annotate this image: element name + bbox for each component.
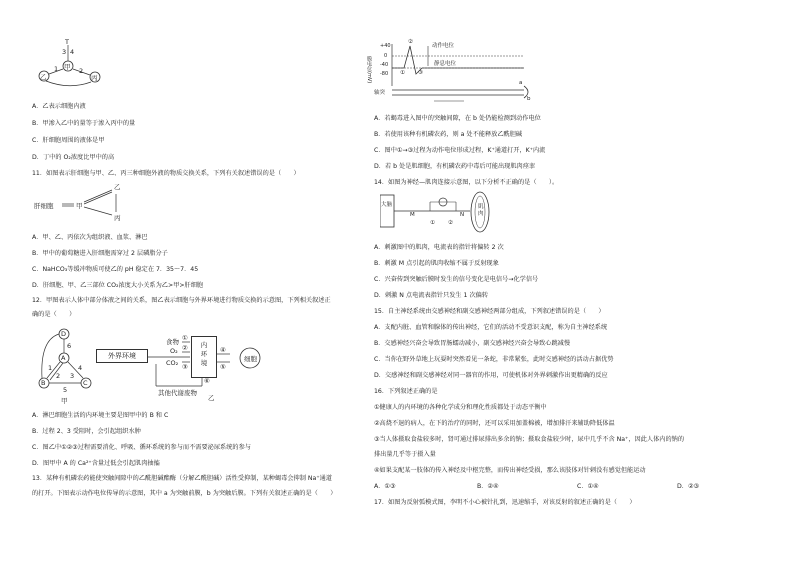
q12-cell-label: 细胞 [244,355,257,363]
fig-num-3: 3 [62,48,67,56]
q16-item-1: ①健康人的内环境的各种化学成分和理化性质都处于动态平衡中 [374,404,547,411]
q15-option-a: A．支配内脏、血管和腺体的传出神经，它们的活动不受意识支配，称为自主神经系统 [374,324,608,331]
q13-axon-label: 轴突 [374,90,386,96]
q14-brain-label: 大脑 [381,202,393,208]
q12-inner-env-text: 内环境 [200,341,208,367]
fig-num-1: 1 [54,65,59,73]
q13-circ-1: ① [400,70,405,76]
q16-option-c: C．①④ [577,483,599,490]
q14-option-a: A．刺激图中的肌肉，电流表的指针将偏转 2 次 [374,244,504,251]
q12-stem-line2: 确的是（ ） [32,311,76,318]
q10-figure [34,40,114,90]
q12-option-b: B．过程 2、3 受阻时，会引起组织水肿 [32,428,141,435]
q11-cell-label: 肝细胞 [34,202,54,210]
q13-b-label: b [527,96,531,102]
q15-stem: 15．自主神经系统由交感神经和副交感神经两部分组成，下列叙述错误的是（ ） [374,308,605,315]
q11-figure [34,182,144,224]
q10-option-b: B．甲渗入乙中的量等于渗入丙中的量 [32,120,136,127]
q11-option-d: D．肝细胞、甲、乙三部位 CO₂浓度大小关系为乙>甲>肝细胞 [32,282,204,289]
q13-figure [366,39,534,104]
q17-stem: 17．如图为反射弧模式图，李明不小心被针扎到，迅速缩手，对该反射的叙述正确的是（ ） [374,499,636,506]
q13-tick-0: 0 [384,53,388,59]
q16-option-a: A．①③ [374,483,396,490]
fig-label-t: T [65,38,69,46]
q13-tick-m80: -80 [380,71,389,77]
q12-option-a: A．淋巴细胞生活的内环境主要是图甲中的 B 和 C [32,412,169,419]
q12-option-c: C．图乙中①②③过程需要消化、呼吸、循环系统的参与而不需要泌尿系统的参与 [32,444,251,451]
q16-item-4: ④如果支配某一肢体的传入神经及中枢完整，而传出神经受损，那么该肢体对针刺没有感觉但能运动 [374,467,646,474]
q12-num-5: 5 [63,386,68,394]
q12-circ-1: ① [182,334,188,342]
q12-num-4: 4 [78,364,83,372]
q14-option-c: C．兴奋传到突触后膜时发生的信号变化是电信号→化学信号 [374,276,539,283]
q12-num-3: 3 [70,372,75,380]
q13-option-a: A．若蝎毒进入图中的突触间隙，在 b 处仍能检测到动作电位 [374,115,541,122]
q10-option-d: D．丁中的 O₂浓度比甲中的高 [32,154,115,161]
q12-node-c: C [83,379,88,387]
q14-circ-1: ① [430,220,435,226]
q13-a-label: a [519,80,523,86]
q16-item-2: ②高烧不退的病人，在下的治疗的同时，还可以采用加盖棉被，增加排汗来辅助降低体温 [374,420,615,427]
q12-food-label: 食物 [166,338,179,346]
fig-label-jia: 甲 [64,63,71,71]
q12-co2-label: CO₂ [166,359,179,367]
q11-option-a: A．甲、乙、丙依次为组织液、血浆、淋巴 [32,234,148,241]
q12-node-a: A [61,354,66,362]
q14-muscle-label: 肌肉 [478,204,484,217]
q10-option-a: A．乙表示细胞内液 [32,103,86,110]
q14-option-d: D．刺激 N 点电流表指针只发生 1 次偏转 [374,292,489,299]
q13-stem-line1: 13．某种有机磷农药能使突触间隙中的乙酰胆碱酯酶（分解乙酰胆碱）活性受抑制，某种蝎毒会抑制 Na⁺通道 [32,475,332,482]
q13-action-label: 动作电位 [432,43,455,49]
q13-tick-m40: -40 [380,62,389,68]
fig-label-yi: 乙 [40,73,47,81]
fig-num-4: 4 [70,48,75,56]
q16-option-d: D．②③ [677,483,700,490]
q12-circ-6: ⑥ [204,377,210,385]
q12-outer-env-box: 外界环境 [96,349,148,363]
q11-stem: 11．如图表示肝细胞与甲、乙、丙三种细胞外液的物质交换关系，下列有关叙述错误的是（ ） [32,170,300,177]
q12-circ-5: ⑤ [220,363,226,371]
q12-circ-2: ② [182,344,188,352]
fig-label-bing: 丙 [91,74,98,82]
q12-node-b: B [41,379,46,387]
q14-option-b: B．刺激 M 点引起的肌肉收缩不属于反射现象 [374,260,499,267]
q12-stem-line1: 12．甲图表示人体中部分体液之间的关系，图乙表示细胞与外界环境进行物质交换的示意图，下列相关叙述正 [32,297,331,304]
q12-caption-yi: 乙 [208,394,215,402]
q16-item-3: ③当人体摄取食盐较多时，肾可通过排尿排出多余的钠；摄取食盐较少时，尿中几乎不含 Na⁺，因此人体内的钠的 [374,436,685,443]
q12-waste-label: 其他代谢废物 [158,389,197,397]
q12-figure-yi [96,334,276,404]
q13-option-d: D．若 b 处是肌细胞，有机磷农药中毒后可能出现肌肉痉挛 [374,163,536,170]
q13-ylabel: 膜电位(mV) [366,56,372,84]
q11-bing-label: 丙 [114,214,121,222]
q11-option-c: C．NaHCO₃等缓冲物质可使乙的 pH 稳定在 7．35～7．45 [32,266,199,273]
q14-stem: 14．如图为神经—肌肉连接示意图，以下分析不正确的是（ ）。 [374,179,559,186]
q12-option-d: D．图甲中 A 的 Ca²⁺含量过低会引起肌肉抽搐 [32,460,160,467]
q13-option-c: C．图中①→③过程为动作电位形成过程，K⁺通道打开，K⁺内流 [374,147,546,154]
q11-option-b: B．甲中的葡萄糖进入肝细胞需穿过 2 层磷脂分子 [32,250,168,257]
q13-tick-40: +40 [380,43,391,49]
q15-option-c: C．当你在野外草地上玩耍时突然看见一条蛇，非常紧张，此时交感神经的活动占据优势 [374,356,614,363]
q13-circ-2: ② [408,39,413,45]
q16-stem: 16．下列叙述正确的是 [374,388,438,395]
q14-figure [380,190,500,240]
q14-m-label: M [410,212,415,218]
q16-item-3-cont: 排出量几乎等于摄入量 [374,451,436,458]
q16-option-b: B．②④ [477,483,499,490]
q12-circ-3: ③ [182,363,188,371]
q14-circ-2: ② [448,220,453,226]
q11-jia-label: 甲 [76,202,83,210]
q12-o2-label: O₂ [170,347,178,355]
q12-num-6: 6 [67,342,72,350]
q13-option-b: B．若使用该种有机磷农药，则 a 处不能释放乙酰胆碱 [374,131,523,138]
q13-resting-label: 静息电位 [434,61,457,67]
q12-num-1: 1 [48,364,53,372]
q11-yi-label: 乙 [114,183,121,191]
q12-inner-env-box [191,336,217,378]
q15-option-b: B．交感神经兴奋会导致胃肠蠕动减小，副交感神经兴奋会导致心跳减慢 [374,340,571,347]
q13-figure-svg [374,40,534,104]
fig-num-2: 2 [79,67,84,75]
q12-node-d: D [61,330,67,338]
q12-circ-4: ④ [220,346,226,354]
q13-stem-line2: 的打开。下图表示动作电位传导的示意图，其中 a 为突触前膜，b 为突触后膜。下列有关叙述正确的是（ ） [32,490,337,497]
q13-circ-3: ③ [418,70,423,76]
q14-n-label: N [460,212,465,218]
q15-option-d: D．交感神经和副交感神经对同一器官的作用，可使机体对外界刺激作出更精确的反应 [374,372,608,379]
q12-caption-jia: 甲 [61,397,68,405]
q10-option-c: C．肝细胞周围的液体是甲 [32,137,105,144]
q12-num-2: 2 [56,372,61,380]
q12-figure-jia [34,328,98,398]
